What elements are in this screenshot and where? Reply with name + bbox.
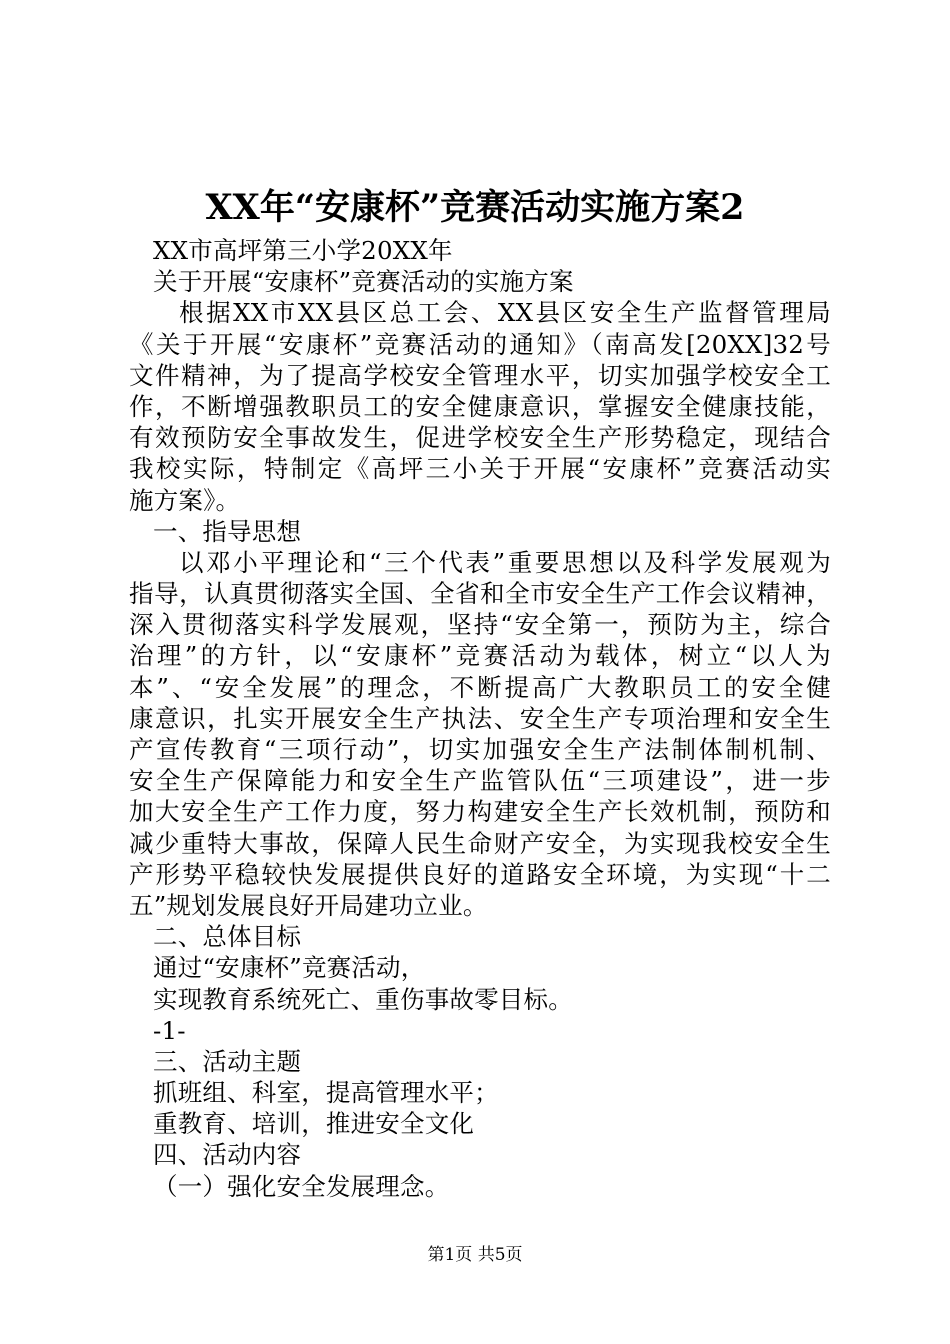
paragraph-line: 以邓小平理论和“三个代表”重要思想以及科学发展观为 <box>179 547 831 577</box>
paragraph-line: 产形势平稳较快发展提供良好的道路安全环境，为实现“十二 <box>129 859 831 889</box>
paragraph-line: 《关于开展“安康杯”竞赛活动的通知》（南高发[20XX]32号 <box>129 329 831 359</box>
paragraph-line: 加大安全生产工作力度，努力构建安全生产长效机制，预防和 <box>129 797 831 827</box>
paragraph-line: 产宣传教育“三项行动”，切实加强安全生产法制体制机制、 <box>129 735 831 764</box>
section-heading: 三、活动主题 <box>153 1046 302 1076</box>
paragraph-line: 实现教育系统死亡、重伤事故零目标。 <box>153 984 573 1014</box>
school-line: XX市高坪第三小学20XX年 <box>153 236 453 265</box>
section-heading: 一、指导思想 <box>153 516 302 546</box>
paragraph-line: 深入贯彻落实科学发展观，坚持“安全第一，预防为主，综合 <box>129 610 831 640</box>
paragraph-line: 重教育、培训，推进安全文化 <box>153 1109 475 1139</box>
paragraph-line: 有效预防安全事故发生，促进学校安全生产形势稳定，现结合 <box>129 423 831 453</box>
subtitle-line: 关于开展“安康杯”竞赛活动的实施方案 <box>153 267 574 297</box>
paragraph-line: 施方案》。 <box>129 485 241 515</box>
paragraph-line: 本”、“安全发展”的理念，不断提高广大教职员工的安全健 <box>129 672 831 702</box>
section-heading: 二、总体目标 <box>153 922 302 952</box>
paragraph-line: 康意识，扎实开展安全生产执法、安全生产专项治理和安全生 <box>129 703 831 733</box>
paragraph-line: 作，不断增强教职员工的安全健康意识，掌握安全健康技能， <box>129 391 831 421</box>
subsection-heading: （一）强化安全发展理念。 <box>153 1171 450 1201</box>
paragraph-line: 安全生产保障能力和安全生产监管队伍“三项建设”，进一步 <box>129 766 831 796</box>
paragraph-line: 减少重特大事故，保障人民生命财产安全，为实现我校安全生 <box>129 828 831 858</box>
paragraph-line: 文件精神，为了提高学校安全管理水平，切实加强学校安全工 <box>129 360 831 390</box>
paragraph-line: 指导，认真贯彻落实全国、全省和全市安全生产工作会议精神， <box>129 579 831 609</box>
paragraph-line: 我校实际，特制定《高坪三小关于开展“安康杯”竞赛活动实 <box>129 454 831 484</box>
paragraph-line: 通过“安康杯”竞赛活动， <box>153 953 426 983</box>
paragraph-line: 五”规划发展良好开局建功立业。 <box>129 890 488 920</box>
inline-page-number: -1- <box>153 1015 186 1045</box>
paragraph-line: 根据XX市XX县区总工会、XX县区安全生产监督管理局 <box>179 298 831 328</box>
section-heading: 四、活动内容 <box>153 1140 302 1170</box>
page-footer: 第1页 共5页 <box>427 1245 523 1265</box>
document-body <box>129 235 831 1202</box>
paragraph-line: 治理”的方针，以“安康杯”竞赛活动为载体，树立“以人为 <box>129 641 831 671</box>
paragraph-line: 抓班组、科室，提高管理水平； <box>153 1078 499 1108</box>
document-title: XX年“安康杯”竞赛活动实施方案2 <box>205 187 745 228</box>
